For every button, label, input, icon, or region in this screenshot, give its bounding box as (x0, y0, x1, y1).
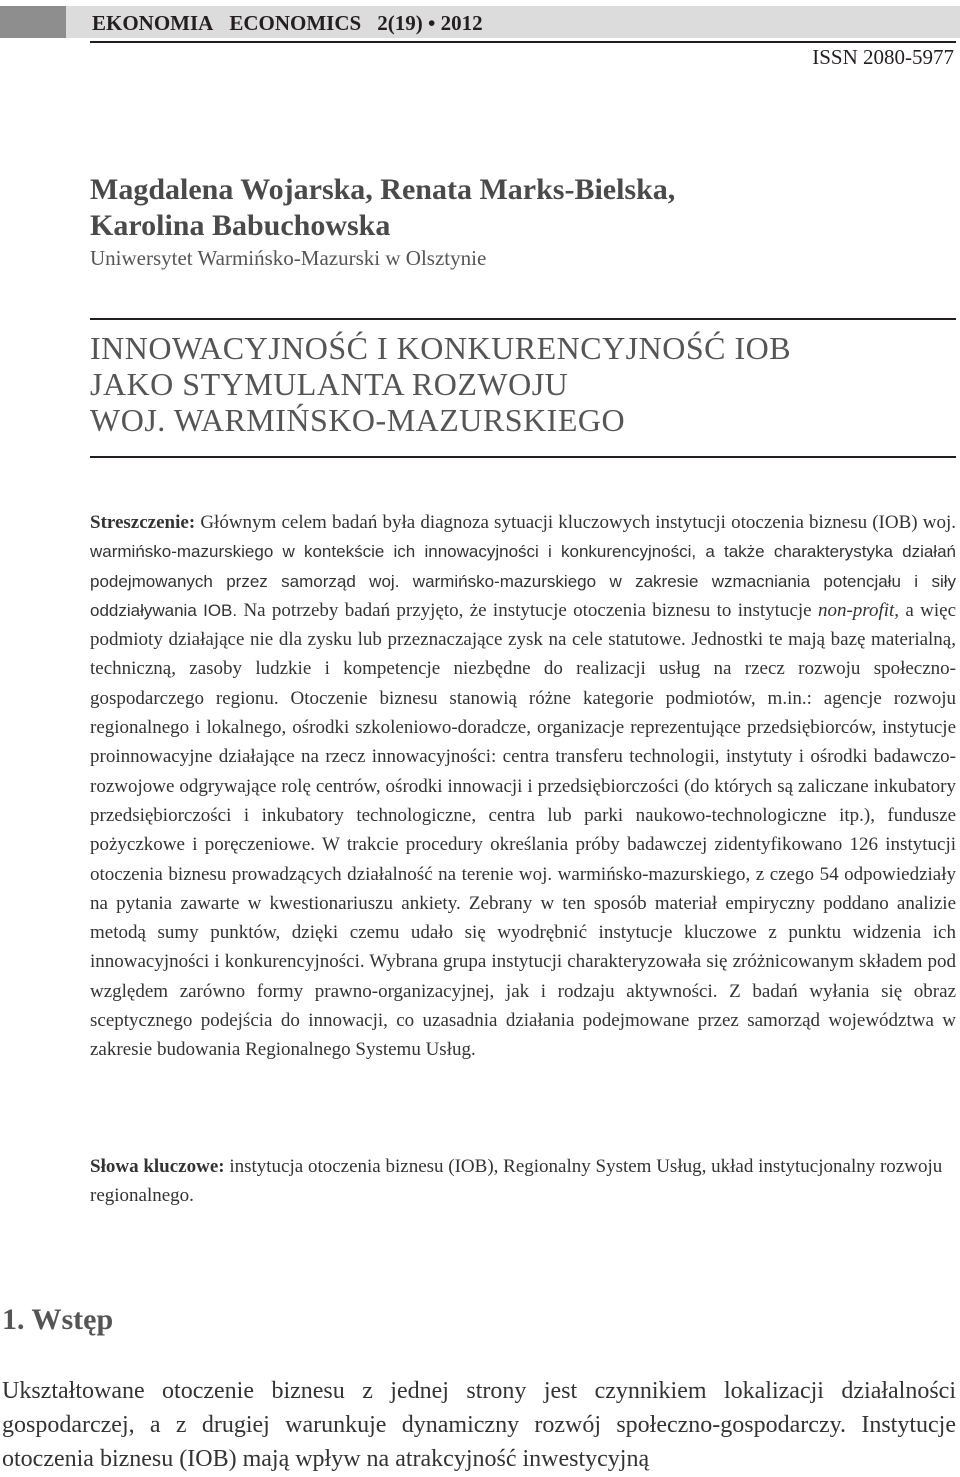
bullet-separator: • (427, 11, 436, 35)
keywords-text: instytucja otoczenia biznesu (IOB), Regionalny System Usług, układ instytucjonalny rozwoju regionalnego. (90, 1156, 943, 1207)
issn: ISSN 2080-5977 (812, 45, 954, 69)
title-line-2: JAKO STYMULANTA ROZWOJU (90, 366, 569, 402)
keywords-label: Słowa kluczowe: (90, 1156, 225, 1177)
journal-name-pl: EKONOMIA (92, 11, 214, 35)
title-line-1: INNOWACYJNOŚĆ I KONKURENCYJNOŚĆ IOB (90, 330, 792, 366)
authors (90, 172, 675, 244)
affiliation: Uniwersytet Warmińsko-Mazurski w Olsztynie (90, 246, 487, 270)
journal-header (92, 9, 483, 37)
title-top-rule (90, 318, 956, 320)
section-heading: 1. Wstęp (2, 1303, 114, 1336)
abstract-text-4: , a więc podmioty działające nie dla zysku lub przeznaczające zysk na cele statutowe. Jednostki te mają bazę materialną, techniczną, zasoby ludzkie i kompetencje niezbędne do realizacji usług na rzecz rozwoju społeczno-gospodarczego regionu. Otoczenie biznesu stanowią różne kategorie podmiotów, m.in.: agencje rozwoju regionalnego i lokalnego, ośrodki szkoleniowo-doradcze, organizacje reprezentujące przedsiębiorców, instytucje proinnowacyjne działające na rzecz innowacyjności: centra transferu technologii, instytuty i ośrodki badawczo-rozwojowe odgrywające rolę centrów, ośrodki innowacji i przedsiębiorczości (do których są zaliczane inkubatory przedsiębiorczości i inkubatory technologiczne, centra lub parki naukowo-technologiczne itp.), fundusze pożyczkowe i poręczeniowe. W trakcie procedury określania próby badawczej zidentyfikowano 126 instytucji otoczenia biznesu prowadzących działalność na terenie woj. warmińsko-mazurskiego, z czego 54 odpowiedziały na pytania zawarte w kwestionariuszu ankiety. Zebrany w ten sposób materiał empiryczny poddano analizie metodą sumy punktów, dzięki czemu udało się wyodrębnić instytucje kluczowe z punktu widzenia ich innowacyjności i konkurencyjności. Wybrana grupa instytucji charakteryzowała się zróżnicowanym składem pod względem zarówno formy prawno-organizacyjnej, jak i rodzaju aktywności. Z badań wyłania się obraz sceptycznego podejścia do innowacji, co uzasadnia działania podejmowane przez samorząd województwa w zakresie budowania Regionalnego Systemu Usług. (90, 599, 957, 1061)
journal-issue: 2(19) (377, 11, 423, 35)
abstract-italic: non-profit (817, 599, 895, 621)
abstract-text-1: Głównym celem badań była diagnoza sytuacji kluczowych instytucji otoczenia biznesu (IOB) woj. (200, 512, 957, 533)
section-body-text: Ukształtowane otoczenie biznesu z jednej strony jest czynnikiem lokalizacji działalności gospodarczej, a z drugiej warunkuje dynamiczny rozwój społeczno-gospodarczy. Instytucje otoczenia biznesu (IOB) mają wpływ na atrakcyjność inwestycyjną (2, 1378, 956, 1472)
keywords (90, 1152, 956, 1211)
abstract-label: Streszczenie: (90, 512, 196, 533)
journal-name-en: ECONOMICS (229, 11, 362, 35)
authors-line-1: Magdalena Wojarska, Renata Marks-Bielska, (90, 173, 676, 206)
authors-line-2: Karolina Babuchowska (90, 209, 391, 242)
title-line-3: WOJ. WARMIŃSKO-MAZURSKIEGO (90, 402, 626, 438)
title-bottom-rule (90, 456, 956, 458)
header-rule (90, 41, 956, 43)
article-title (90, 330, 791, 438)
journal-year: 2012 (440, 11, 483, 35)
abstract (90, 508, 956, 1065)
abstract-text-2: warmińsko-mazurskiego w kontekście ich innowacyjności i konkurencyjności, a także charakterystyka działań podejmowanych przez samorząd woj. warmińsko-mazurskiego w zakresie wzmacniania potencjału i siły oddziaływania IOB. (90, 542, 956, 620)
abstract-text-3: Na potrzeby badań przyjęto, że instytucje otoczenia biznesu to instytucje (243, 599, 812, 621)
